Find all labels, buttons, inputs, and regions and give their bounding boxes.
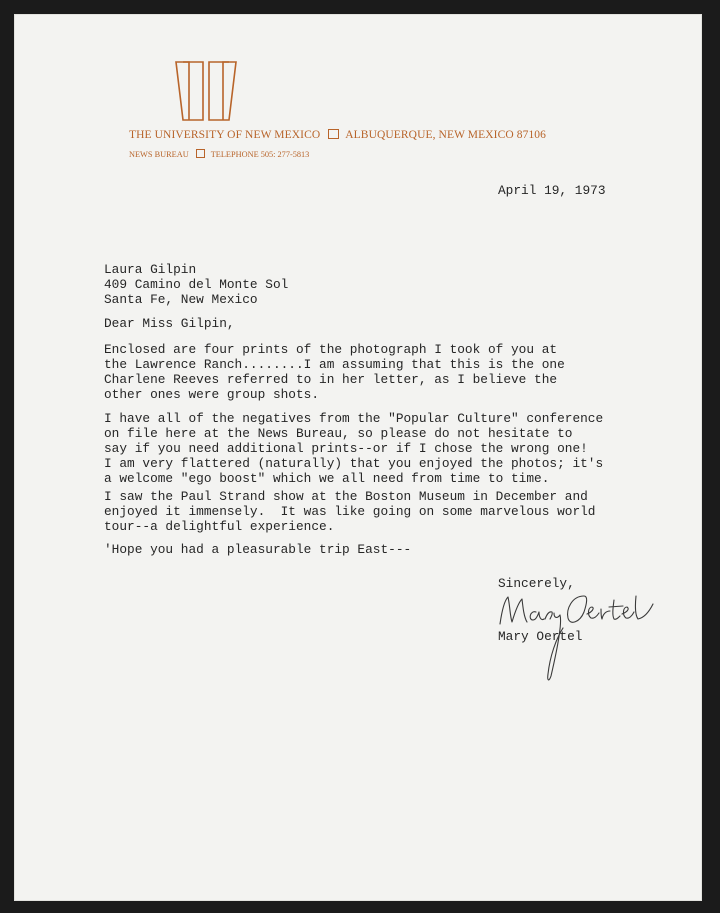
closing: Sincerely,	[498, 576, 575, 591]
paragraph-2	[104, 412, 603, 487]
recipient-address	[104, 263, 288, 308]
body-line: I saw the Paul Strand show at the Boston Museum in December and	[104, 489, 588, 504]
recipient-street: 409 Camino del Monte Sol	[104, 276, 289, 292]
letterhead-line-1	[129, 129, 546, 141]
box-separator-icon	[328, 129, 339, 139]
body-line: on file here at the News Bureau, so please do not hesitate to	[104, 425, 573, 441]
recipient-name: Laura Gilpin	[104, 262, 197, 277]
body-line: I am very flattered (naturally) that you enjoyed the photos; it's	[104, 455, 604, 471]
body-line: the Lawrence Ranch........I am assuming that this is the one	[104, 356, 565, 372]
letter-date: April 19, 1973	[498, 183, 606, 198]
university-logo	[175, 61, 237, 121]
body-line: a welcome "ego boost" which we all need from time to time.	[104, 470, 550, 486]
telephone: TELEPHONE 505: 277-5813	[210, 150, 310, 159]
body-line: enjoyed it immensely. It was like going on some marvelous world	[104, 503, 596, 519]
salutation: Dear Miss Gilpin,	[104, 316, 235, 331]
letterhead-line-2	[129, 149, 309, 159]
body-line: say if you need additional prints--or if I chose the wrong one!	[104, 440, 588, 456]
body-line: Charlene Reeves referred to in her letter, as I believe the	[104, 371, 558, 387]
body-line: tour--a delightful experience.	[104, 518, 335, 534]
university-city: ALBUQUERQUE, NEW MEXICO 87106	[345, 129, 546, 141]
department-name: NEWS BUREAU	[129, 150, 189, 159]
paragraph-4	[104, 543, 411, 558]
body-line: other ones were group shots.	[104, 386, 320, 402]
recipient-city: Santa Fe, New Mexico	[104, 291, 258, 307]
signer-name: Mary Oertel	[498, 629, 583, 644]
box-separator-icon	[196, 149, 205, 158]
paragraph-3	[104, 490, 595, 535]
paragraph-1	[104, 343, 565, 403]
body-line: 'Hope you had a pleasurable trip East---	[104, 542, 412, 557]
body-line: Enclosed are four prints of the photograph I took of you at	[104, 342, 558, 357]
university-name: THE UNIVERSITY OF NEW MEXICO	[129, 129, 321, 141]
body-line: I have all of the negatives from the "Popular Culture" conference	[104, 411, 604, 426]
